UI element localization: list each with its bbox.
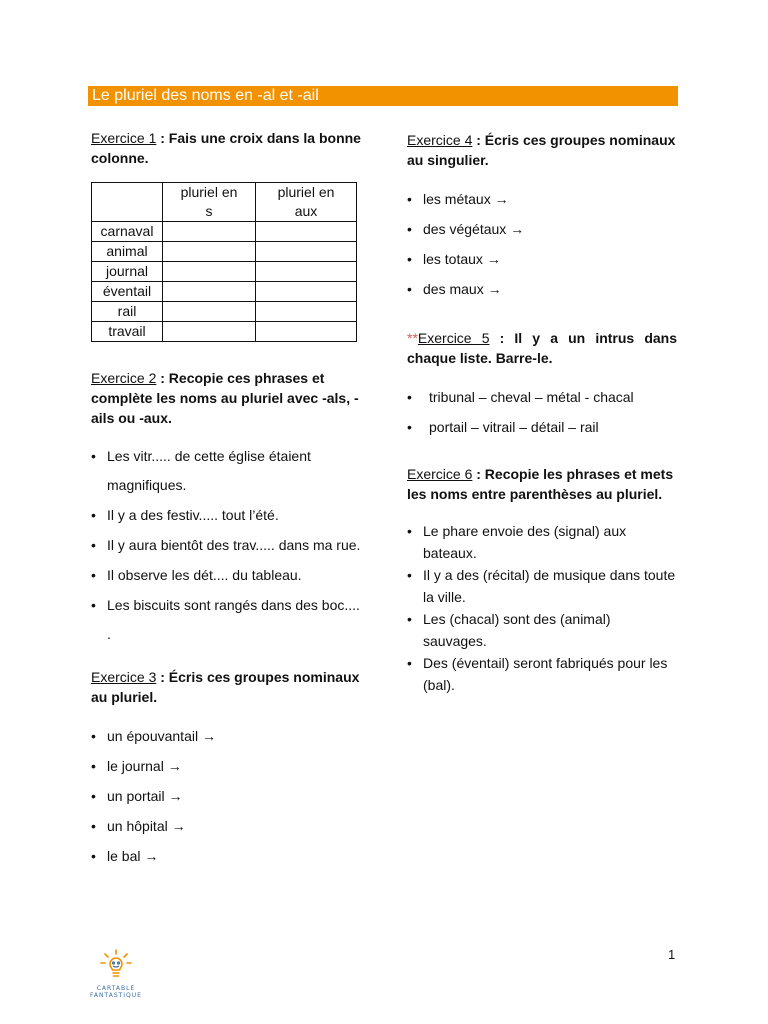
exercise-5-heading — [407, 328, 677, 368]
exercise-2-list — [91, 442, 366, 649]
exercise-2-instruction: : Recopie ces phrases et complète les noms au pluriel avec -als, -ails ou -aux. — [91, 370, 359, 426]
table-word: éventail — [92, 282, 163, 302]
answer-cell[interactable] — [163, 262, 256, 282]
exercise-6-instruction: : Recopie les phrases et mets les noms entre parenthèses au pluriel. — [407, 466, 674, 502]
table-row — [92, 322, 357, 342]
exercise-5-label: Exercice 5 — [417, 330, 490, 346]
list-item: • des maux → — [407, 274, 677, 304]
exercise-5-instruction: : Il y a un intrus dans chaque liste. Barre-le. — [407, 330, 677, 366]
answer-cell[interactable] — [256, 262, 357, 282]
answer-cell[interactable] — [163, 322, 256, 342]
worksheet-title: Le pluriel des noms en -al et -ail — [88, 86, 678, 106]
list-item: • le bal → — [91, 841, 366, 871]
exercise-4-label: Exercice 4 — [407, 132, 473, 148]
list-item: • Il y a des (récital) de musique dans toute la ville. — [407, 564, 677, 608]
list-item: • Il observe les dét.... du tableau. — [91, 561, 366, 590]
right-column — [407, 130, 677, 718]
table-row — [92, 302, 357, 322]
table-word: animal — [92, 242, 163, 262]
left-column — [91, 128, 366, 893]
answer-cell[interactable] — [163, 242, 256, 262]
list-item: • Les biscuits sont rangés dans des boc.... . — [91, 591, 366, 649]
list-item: • les totaux → — [407, 244, 677, 274]
list-item: • un épouvantail → — [91, 721, 366, 751]
page-number: 1 — [668, 947, 676, 962]
exercise-3-label: Exercice 3 — [91, 669, 157, 685]
answer-cell[interactable] — [163, 282, 256, 302]
table-header-plural-s: pluriel en s — [163, 183, 256, 222]
logo-line-2: FANTASTIQUE — [90, 992, 142, 999]
answer-cell[interactable] — [256, 242, 357, 262]
answer-cell[interactable] — [256, 282, 357, 302]
exercise-2-label: Exercice 2 — [91, 370, 157, 386]
list-item: • des végétaux → — [407, 214, 677, 244]
table-word: rail — [92, 302, 163, 322]
exercise-6-list — [407, 520, 677, 696]
table-word: journal — [92, 262, 163, 282]
exercise-5-list — [407, 382, 677, 442]
exercise-1-instruction: : Fais une croix dans la bonne colonne. — [91, 130, 361, 166]
table-row — [92, 262, 357, 282]
list-item: • Il y aura bientôt des trav..... dans ma rue. — [91, 531, 366, 560]
answer-cell[interactable] — [163, 302, 256, 322]
table-row — [92, 282, 357, 302]
exercise-4-instruction: : Écris ces groupes nominaux au singulier. — [407, 132, 676, 168]
exercise-3-list — [91, 721, 366, 871]
exercise-3-instruction: : Écris ces groupes nominaux au pluriel. — [91, 669, 360, 705]
exercise-4-heading — [407, 130, 677, 170]
list-item: • Les vitr..... de cette église étaient magnifiques. — [91, 442, 366, 500]
exercise-4-list — [407, 184, 677, 304]
list-item: • Des (éventail) seront fabriqués pour les (bal). — [407, 652, 677, 696]
answer-cell[interactable] — [256, 322, 357, 342]
answer-cell[interactable] — [256, 222, 357, 242]
exercise-1-heading — [91, 128, 366, 168]
exercise-2-heading — [91, 368, 366, 428]
logo-line-1: CARTABLE — [96, 985, 136, 992]
list-item: • tribunal – cheval – métal - chacal — [407, 382, 677, 412]
table-word: carnaval — [92, 222, 163, 242]
list-item: • les métaux → — [407, 184, 677, 214]
table-row — [92, 242, 357, 262]
exercise-3-heading — [91, 667, 366, 707]
exercise-1-table — [91, 182, 357, 342]
list-item: • portail – vitrail – détail – rail — [407, 412, 677, 442]
difficulty-stars: ** — [407, 330, 418, 346]
exercise-6-heading — [407, 464, 677, 504]
cartable-fantastique-logo — [88, 948, 144, 1000]
list-item: • le journal → — [91, 751, 366, 781]
lightbulb-icon — [96, 948, 136, 980]
table-word: travail — [92, 322, 163, 342]
table-header-plural-aux: pluriel en aux — [256, 183, 357, 222]
exercise-6-label: Exercice 6 — [407, 466, 473, 482]
table-header-empty — [92, 183, 163, 222]
answer-cell[interactable] — [163, 222, 256, 242]
exercise-1-label: Exercice 1 — [91, 130, 157, 146]
list-item: • Les (chacal) sont des (animal) sauvages. — [407, 608, 677, 652]
list-item: • un hôpital → — [91, 811, 366, 841]
table-row — [92, 222, 357, 242]
list-item: • Le phare envoie des (signal) aux bateaux. — [407, 520, 677, 564]
list-item: • un portail → — [91, 781, 366, 811]
list-item: • Il y a des festiv..... tout l’été. — [91, 501, 366, 530]
answer-cell[interactable] — [256, 302, 357, 322]
